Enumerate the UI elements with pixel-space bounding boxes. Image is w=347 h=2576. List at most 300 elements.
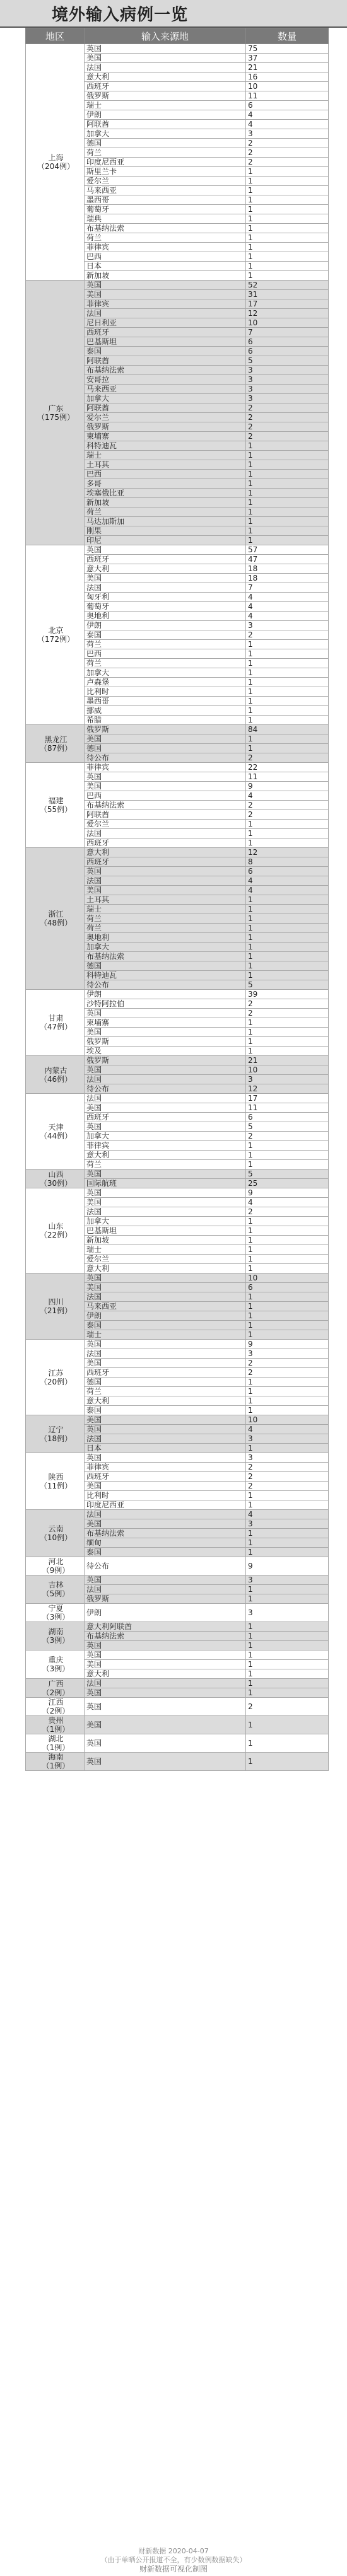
count-cell: 3 — [246, 129, 329, 139]
source-cell: 阿联酋 — [85, 810, 246, 820]
region-name: 吉林 — [48, 1581, 64, 1589]
count-cell: 11 — [246, 91, 329, 101]
count-cell: 31 — [246, 290, 329, 299]
region-cell — [26, 1622, 85, 1651]
source-cell: 埃塞俄比亚 — [85, 489, 246, 498]
source-cell: 新加坡 — [85, 271, 246, 281]
count-cell: 1 — [246, 271, 329, 281]
source-cell: 加拿大 — [85, 394, 246, 403]
header-count: 数量 — [246, 28, 329, 44]
count-cell: 8 — [246, 857, 329, 867]
source-cell: 英国 — [85, 1753, 246, 1771]
source-cell: 英国 — [85, 1273, 246, 1283]
count-cell: 9 — [246, 1340, 329, 1349]
source-cell: 英国 — [85, 281, 246, 290]
count-cell: 2 — [246, 403, 329, 413]
count-cell: 1 — [246, 1264, 329, 1273]
region-cell — [26, 1094, 85, 1169]
source-cell: 爱尔兰 — [85, 1255, 246, 1264]
source-cell: 美国 — [85, 1519, 246, 1529]
title-bar — [0, 0, 347, 28]
region-total: （18例） — [39, 1434, 73, 1443]
count-cell: 1 — [246, 734, 329, 744]
source-cell: 菲律宾 — [85, 1463, 246, 1472]
source-cell: 沙特阿拉伯 — [85, 999, 246, 1009]
source-cell: 伊朗 — [85, 990, 246, 999]
table-row — [26, 1094, 329, 1103]
source-cell: 英国 — [85, 1641, 246, 1651]
count-cell: 4 — [246, 1425, 329, 1434]
source-cell: 法国 — [85, 829, 246, 838]
source-cell: 泰国 — [85, 630, 246, 640]
source-cell: 法国 — [85, 1292, 246, 1302]
count-cell: 1 — [246, 224, 329, 233]
source-cell: 英国 — [85, 1065, 246, 1075]
region-name: 浙江 — [48, 910, 64, 919]
table-row — [26, 1273, 329, 1283]
source-cell: 马达加斯加 — [85, 517, 246, 526]
count-cell: 1 — [246, 1047, 329, 1056]
count-cell: 1 — [246, 678, 329, 687]
source-cell: 斯里兰卡 — [85, 167, 246, 177]
count-cell: 1 — [246, 517, 329, 526]
source-cell: 美国 — [85, 782, 246, 791]
count-cell: 1 — [246, 205, 329, 214]
count-cell: 1 — [246, 1217, 329, 1226]
table-row — [26, 1557, 329, 1575]
count-cell: 1 — [246, 697, 329, 706]
count-cell: 1 — [246, 177, 329, 186]
region-name: 宁夏 — [48, 1604, 64, 1613]
region-total: （2例） — [42, 1707, 70, 1715]
source-cell: 法国 — [85, 63, 246, 73]
table-header-row — [26, 28, 329, 44]
source-cell: 英国 — [85, 1340, 246, 1349]
count-cell: 2 — [246, 630, 329, 640]
source-cell: 瑞士 — [85, 1330, 246, 1340]
table-row — [26, 1575, 329, 1585]
count-cell: 22 — [246, 763, 329, 772]
region-cell — [26, 1273, 85, 1340]
count-cell: 1 — [246, 441, 329, 451]
source-cell: 菲律宾 — [85, 243, 246, 252]
count-cell: 1 — [246, 1491, 329, 1500]
source-cell: 意大利 — [85, 564, 246, 574]
count-cell: 7 — [246, 328, 329, 337]
region-name: 内蒙古 — [44, 1065, 68, 1075]
source-cell: 俄罗斯 — [85, 1056, 246, 1065]
count-cell: 1 — [246, 952, 329, 961]
table-row — [26, 1188, 329, 1198]
count-cell: 1 — [246, 1321, 329, 1330]
count-cell: 17 — [246, 299, 329, 309]
count-cell: 2 — [246, 1359, 329, 1368]
region-cell — [26, 1340, 85, 1415]
source-cell: 美国 — [85, 1028, 246, 1037]
source-cell: 挪威 — [85, 706, 246, 716]
count-cell: 1 — [246, 1594, 329, 1604]
source-cell: 英国 — [85, 545, 246, 555]
count-cell: 2 — [246, 148, 329, 158]
source-cell: 荷兰 — [85, 924, 246, 933]
table-row — [26, 1415, 329, 1425]
source-cell: 待公布 — [85, 753, 246, 763]
region-name: 福建 — [48, 796, 64, 805]
source-cell: 印度尼西亚 — [85, 1500, 246, 1510]
source-cell: 菲律宾 — [85, 763, 246, 772]
source-cell: 阿联酋 — [85, 356, 246, 366]
table-row — [26, 281, 329, 290]
count-cell: 1 — [246, 1538, 329, 1548]
header-source: 输入来源地 — [85, 28, 246, 44]
count-cell: 1 — [246, 668, 329, 678]
count-cell: 1 — [246, 933, 329, 943]
count-cell: 1 — [246, 451, 329, 460]
source-cell: 意大利 — [85, 1396, 246, 1406]
source-cell: 法国 — [85, 876, 246, 886]
source-cell: 科特迪瓦 — [85, 971, 246, 980]
source-cell: 瑞士 — [85, 451, 246, 460]
table-row — [26, 725, 329, 734]
source-cell: 英国 — [85, 1122, 246, 1132]
region-name: 甘肃 — [48, 1014, 64, 1023]
source-cell: 英国 — [85, 1734, 246, 1753]
count-cell: 1 — [246, 1444, 329, 1453]
region-name: 四川 — [48, 1297, 64, 1306]
source-cell: 美国 — [85, 1103, 246, 1113]
source-cell: 西班牙 — [85, 1472, 246, 1482]
source-cell: 西班牙 — [85, 555, 246, 564]
count-cell: 1 — [246, 526, 329, 536]
source-cell: 西班牙 — [85, 82, 246, 91]
region-name: 天津 — [48, 1122, 64, 1132]
count-cell: 3 — [246, 1349, 329, 1359]
region-name: 黑龙江 — [44, 734, 68, 744]
source-cell: 待公布 — [85, 1557, 246, 1575]
count-cell: 39 — [246, 990, 329, 999]
count-cell: 6 — [246, 337, 329, 347]
source-cell: 加拿大 — [85, 1132, 246, 1141]
count-cell: 1 — [246, 961, 329, 971]
source-cell: 巴基斯坦 — [85, 337, 246, 347]
table-row — [26, 1734, 329, 1753]
count-cell: 2 — [246, 1482, 329, 1491]
source-cell: 瑞典 — [85, 214, 246, 224]
region-name: 重庆 — [48, 1656, 64, 1664]
table-row — [26, 848, 329, 857]
count-cell: 9 — [246, 1557, 329, 1575]
count-cell: 2 — [246, 1368, 329, 1378]
table-row — [26, 1340, 329, 1349]
count-cell: 1 — [246, 195, 329, 205]
source-cell: 美国 — [85, 1359, 246, 1368]
source-cell: 卢森堡 — [85, 678, 246, 687]
count-cell: 9 — [246, 782, 329, 791]
source-cell: 俄罗斯 — [85, 422, 246, 432]
source-cell: 刚果 — [85, 526, 246, 536]
source-cell: 法国 — [85, 1094, 246, 1103]
table-row — [26, 990, 329, 999]
source-cell: 荷兰 — [85, 1387, 246, 1396]
source-cell: 荷兰 — [85, 508, 246, 517]
source-cell: 埃及 — [85, 1047, 246, 1056]
count-cell: 2 — [246, 1463, 329, 1472]
region-name: 海南 — [48, 1753, 64, 1761]
count-cell: 1 — [246, 1585, 329, 1594]
region-cell — [26, 1651, 85, 1679]
count-cell: 3 — [246, 1575, 329, 1585]
source-cell: 布基纳法索 — [85, 224, 246, 233]
count-cell: 3 — [246, 621, 329, 630]
source-cell: 奥地利 — [85, 933, 246, 943]
region-cell — [26, 1753, 85, 1771]
source-cell: 新加坡 — [85, 1236, 246, 1245]
region-name: 湖北 — [48, 1734, 64, 1743]
footer-credit: 财新数据可视化制图 — [139, 2565, 208, 2573]
source-cell: 日本 — [85, 262, 246, 271]
count-cell: 1 — [246, 659, 329, 668]
source-cell: 安哥拉 — [85, 375, 246, 385]
source-cell: 瑞士 — [85, 905, 246, 914]
source-cell: 西班牙 — [85, 838, 246, 848]
imported-cases-table — [25, 28, 329, 1771]
source-cell: 英国 — [85, 1453, 246, 1463]
source-cell: 爱尔兰 — [85, 413, 246, 422]
source-cell: 德国 — [85, 1378, 246, 1387]
table-row — [26, 1753, 329, 1771]
region-total: （3例） — [42, 1613, 70, 1622]
source-cell: 菲律宾 — [85, 1141, 246, 1151]
table-row — [26, 1510, 329, 1519]
source-cell: 俄罗斯 — [85, 725, 246, 734]
source-cell: 爱尔兰 — [85, 177, 246, 186]
count-cell: 4 — [246, 876, 329, 886]
source-cell: 加拿大 — [85, 943, 246, 952]
count-cell: 12 — [246, 848, 329, 857]
count-cell: 6 — [246, 347, 329, 356]
region-cell — [26, 725, 85, 763]
count-cell: 12 — [246, 309, 329, 318]
table-row — [26, 1056, 329, 1065]
count-cell: 6 — [246, 101, 329, 110]
source-cell: 法国 — [85, 1679, 246, 1688]
count-cell: 11 — [246, 1103, 329, 1113]
source-cell: 伊朗 — [85, 1604, 246, 1622]
source-cell: 待公布 — [85, 980, 246, 990]
count-cell: 3 — [246, 366, 329, 375]
region-total: （46例） — [39, 1074, 73, 1084]
source-cell: 印度尼西亚 — [85, 158, 246, 167]
table-row — [26, 1679, 329, 1688]
region-name: 辽宁 — [48, 1425, 64, 1434]
source-cell: 加拿大 — [85, 129, 246, 139]
region-cell — [26, 1679, 85, 1698]
count-cell: 3 — [246, 394, 329, 403]
region-name: 陕西 — [48, 1472, 64, 1482]
region-total: （55例） — [39, 805, 73, 814]
count-cell: 6 — [246, 867, 329, 876]
source-cell: 法国 — [85, 1510, 246, 1519]
region-cell — [26, 1056, 85, 1094]
count-cell: 18 — [246, 574, 329, 583]
table-row — [26, 44, 329, 54]
count-cell: 10 — [246, 82, 329, 91]
source-cell: 美国 — [85, 1482, 246, 1491]
source-cell: 巴西 — [85, 470, 246, 479]
count-cell: 1 — [246, 1641, 329, 1651]
region-total: （9例） — [42, 1566, 70, 1575]
source-cell: 法国 — [85, 583, 246, 593]
source-cell: 泰国 — [85, 347, 246, 356]
source-cell: 意大利阿联酋 — [85, 1622, 246, 1632]
count-cell: 1 — [246, 1018, 329, 1028]
source-cell: 俄罗斯 — [85, 1037, 246, 1047]
source-cell: 英国 — [85, 1009, 246, 1018]
source-cell: 法国 — [85, 1585, 246, 1594]
count-cell: 17 — [246, 1094, 329, 1103]
source-cell: 西班牙 — [85, 857, 246, 867]
region-name: 广东 — [48, 403, 64, 413]
source-cell: 比利时 — [85, 1491, 246, 1500]
count-cell: 1 — [246, 536, 329, 545]
region-total: （3例） — [42, 1664, 70, 1673]
count-cell: 1 — [246, 838, 329, 848]
source-cell: 意大利 — [85, 73, 246, 82]
count-cell: 2 — [246, 1207, 329, 1217]
source-cell: 瑞士 — [85, 101, 246, 110]
region-cell — [26, 1169, 85, 1188]
source-cell: 英国 — [85, 1688, 246, 1698]
count-cell: 1 — [246, 1292, 329, 1302]
count-cell: 1 — [246, 1688, 329, 1698]
source-cell: 墨西哥 — [85, 697, 246, 706]
count-cell: 1 — [246, 186, 329, 195]
source-cell: 荷兰 — [85, 233, 246, 243]
source-cell: 泰国 — [85, 1406, 246, 1415]
source-cell: 巴西 — [85, 649, 246, 659]
count-cell: 1 — [246, 1622, 329, 1632]
count-cell: 1 — [246, 924, 329, 933]
count-cell: 4 — [246, 1198, 329, 1207]
region-name: 北京 — [48, 626, 64, 635]
source-cell: 墨西哥 — [85, 195, 246, 205]
count-cell: 2 — [246, 139, 329, 148]
source-cell: 德国 — [85, 961, 246, 971]
count-cell: 1 — [246, 1734, 329, 1753]
count-cell: 4 — [246, 120, 329, 129]
source-cell: 荷兰 — [85, 659, 246, 668]
region-total: （3例） — [42, 1636, 70, 1645]
count-cell: 5 — [246, 980, 329, 990]
region-name: 江西 — [48, 1698, 64, 1707]
region-total: （22例） — [39, 1231, 73, 1239]
source-cell: 科特迪瓦 — [85, 441, 246, 451]
count-cell: 1 — [246, 1236, 329, 1245]
source-cell: 意大利 — [85, 1151, 246, 1160]
region-cell — [26, 1557, 85, 1575]
table-row — [26, 1604, 329, 1622]
count-cell: 1 — [246, 167, 329, 177]
region-cell — [26, 1188, 85, 1273]
source-cell: 美国 — [85, 574, 246, 583]
count-cell: 10 — [246, 1065, 329, 1075]
count-cell: 1 — [246, 829, 329, 838]
region-cell — [26, 990, 85, 1056]
source-cell: 布基纳法索 — [85, 952, 246, 961]
count-cell: 1 — [246, 1753, 329, 1771]
source-cell: 法国 — [85, 1207, 246, 1217]
source-cell: 美国 — [85, 1283, 246, 1292]
region-total: （11例） — [39, 1481, 73, 1490]
count-cell: 2 — [246, 413, 329, 422]
source-cell: 美国 — [85, 54, 246, 63]
source-cell: 比利时 — [85, 687, 246, 697]
table-row — [26, 1622, 329, 1632]
source-cell: 缅甸 — [85, 1538, 246, 1548]
count-cell: 12 — [246, 1084, 329, 1094]
page-title: 境外输入病例一览 — [52, 5, 189, 25]
count-cell: 1 — [246, 1632, 329, 1641]
count-cell: 5 — [246, 356, 329, 366]
source-cell: 柬埔寨 — [85, 1018, 246, 1028]
source-cell: 西班牙 — [85, 1113, 246, 1122]
table-row — [26, 1651, 329, 1660]
count-cell: 6 — [246, 1283, 329, 1292]
count-cell: 2 — [246, 1132, 329, 1141]
source-cell: 英国 — [85, 1698, 246, 1716]
count-cell: 1 — [246, 971, 329, 980]
region-name: 贵州 — [48, 1716, 64, 1725]
source-cell: 加拿大 — [85, 668, 246, 678]
count-cell: 2 — [246, 422, 329, 432]
count-cell: 52 — [246, 281, 329, 290]
count-cell: 1 — [246, 460, 329, 470]
count-cell: 1 — [246, 716, 329, 725]
region-total: （175例） — [37, 412, 74, 422]
count-cell: 1 — [246, 479, 329, 489]
source-cell: 美国 — [85, 1716, 246, 1734]
count-cell: 57 — [246, 545, 329, 555]
count-cell: 1 — [246, 252, 329, 262]
table-row — [26, 1698, 329, 1716]
count-cell: 1 — [246, 1660, 329, 1669]
source-cell: 英国 — [85, 44, 246, 54]
count-cell: 5 — [246, 1122, 329, 1132]
count-cell: 4 — [246, 1510, 329, 1519]
count-cell: 11 — [246, 772, 329, 782]
source-cell: 布基纳法索 — [85, 1632, 246, 1641]
count-cell: 3 — [246, 1519, 329, 1529]
count-cell: 1 — [246, 1406, 329, 1415]
source-cell: 意大利 — [85, 1264, 246, 1273]
region-total: （1例） — [42, 1761, 70, 1770]
source-cell: 美国 — [85, 734, 246, 744]
source-cell: 英国 — [85, 772, 246, 782]
source-cell: 美国 — [85, 886, 246, 895]
source-cell: 西班牙 — [85, 328, 246, 337]
count-cell: 1 — [246, 1378, 329, 1387]
source-cell: 阿联酋 — [85, 403, 246, 413]
count-cell: 1 — [246, 489, 329, 498]
region-total: （204例） — [37, 162, 74, 171]
region-total: （21例） — [39, 1306, 73, 1315]
region-cell — [26, 848, 85, 990]
region-cell — [26, 1510, 85, 1557]
count-cell: 1 — [246, 214, 329, 224]
source-cell: 葡萄牙 — [85, 205, 246, 214]
source-cell: 美国 — [85, 1660, 246, 1669]
source-cell: 待公布 — [85, 1084, 246, 1094]
